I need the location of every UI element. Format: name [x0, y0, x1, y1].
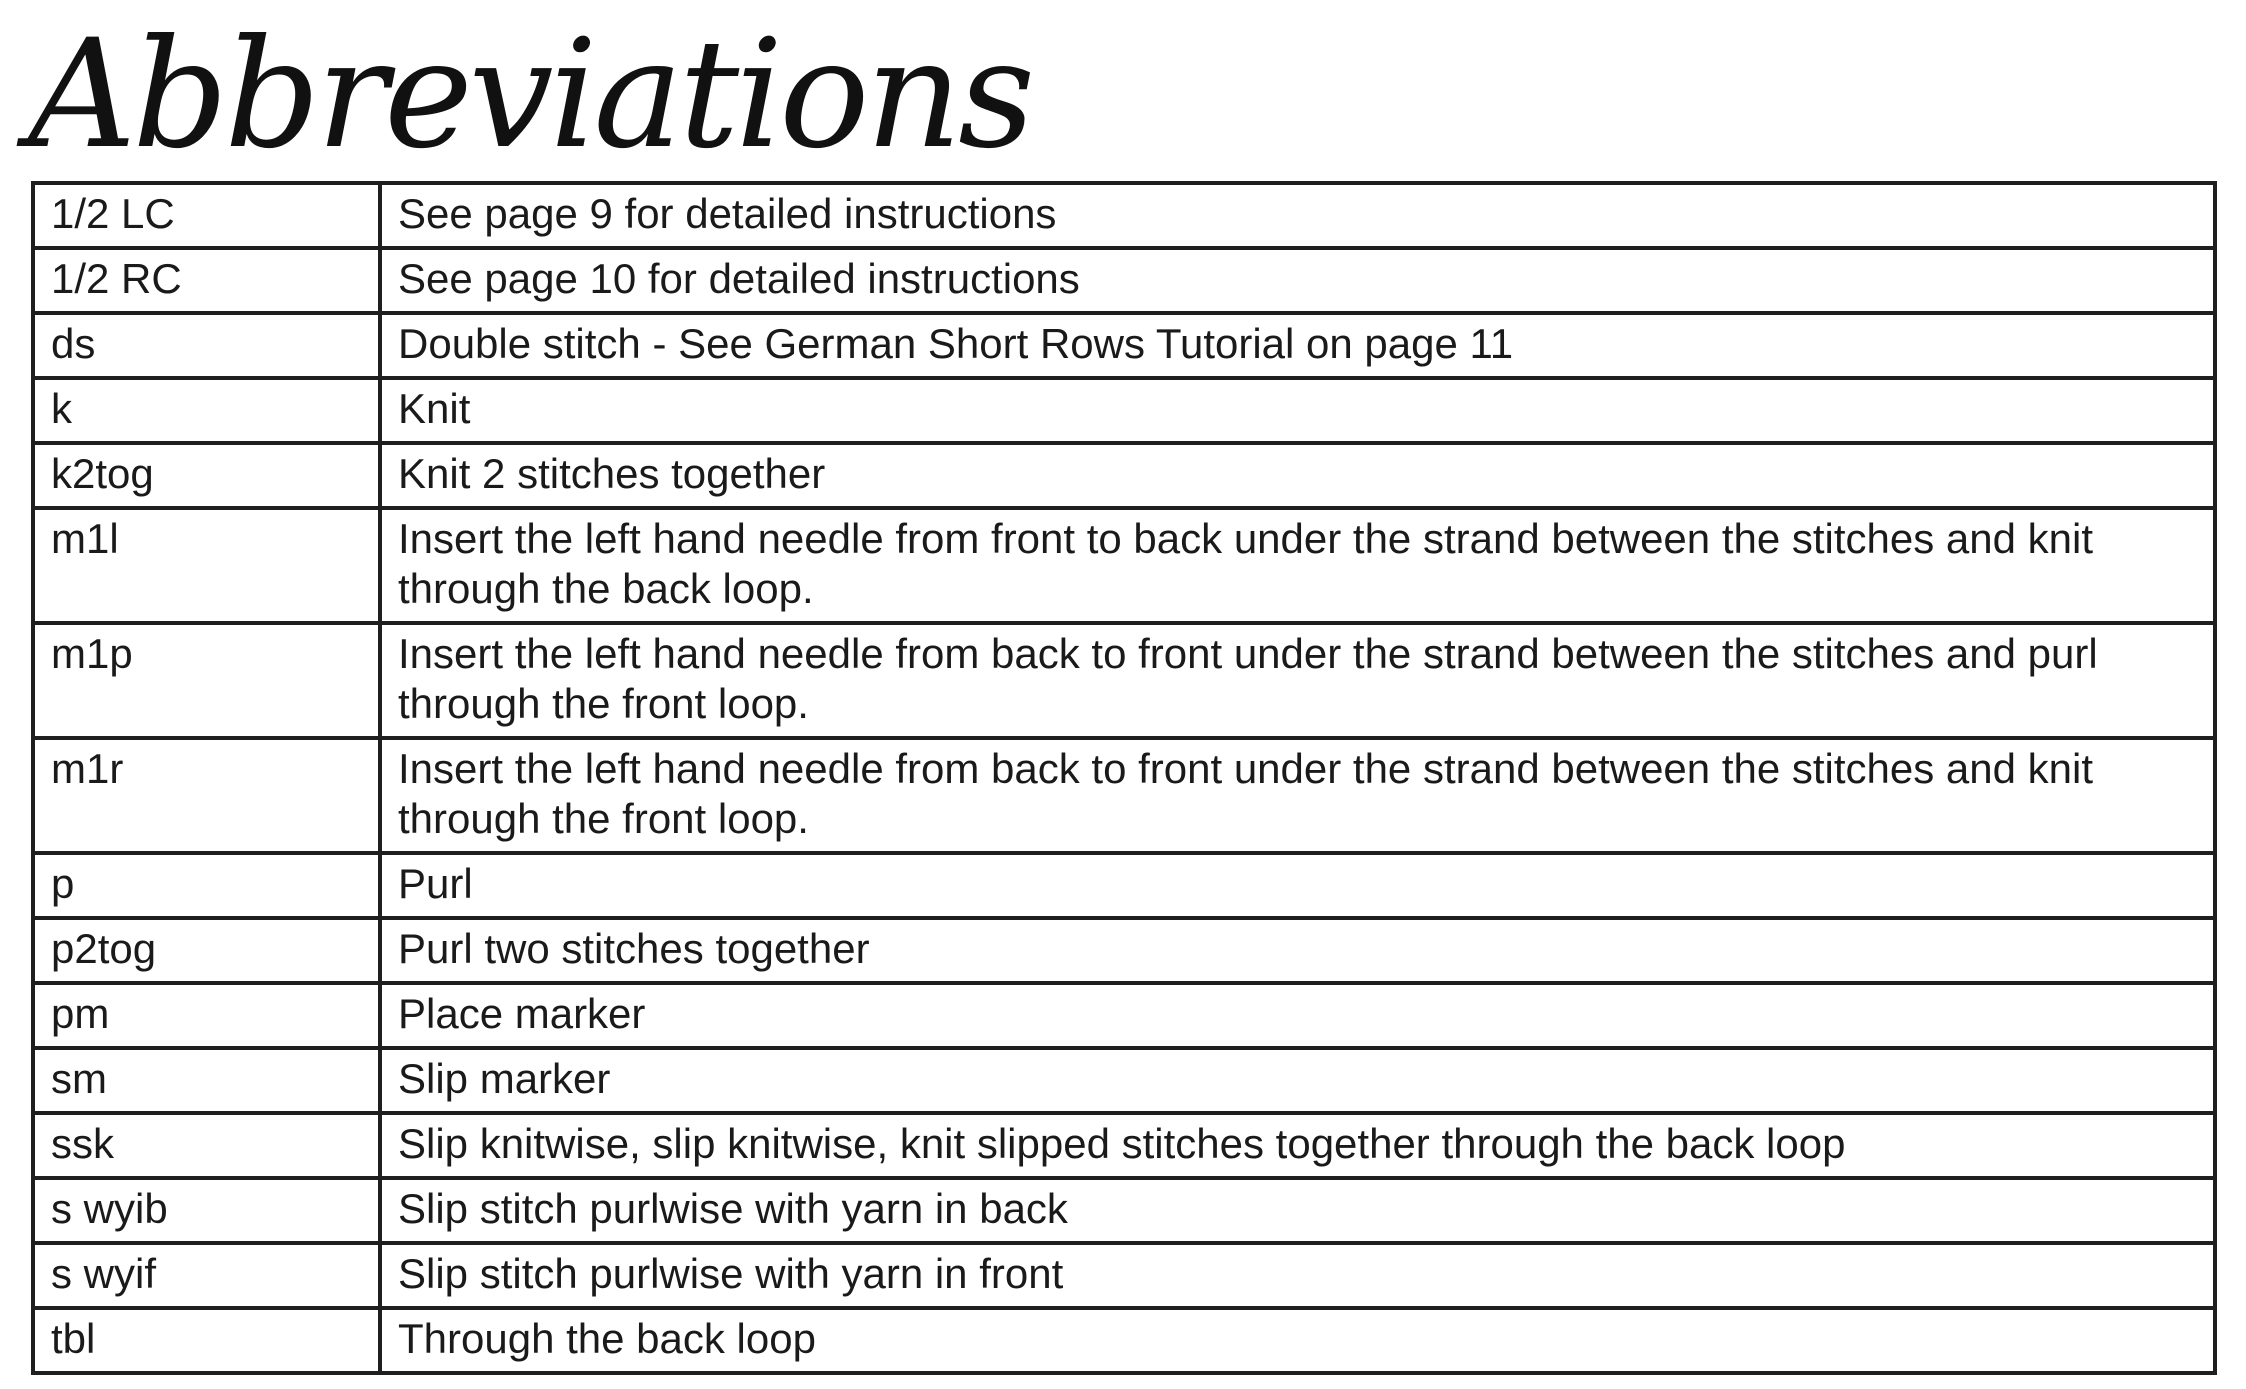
definition-cell: Double stitch - See German Short Rows Tutorial on page 11 — [380, 313, 2215, 378]
table-row — [33, 248, 2215, 313]
abbreviation-cell: ssk — [33, 1113, 380, 1178]
definition-cell: Slip marker — [380, 1048, 2215, 1113]
definition-cell: See page 9 for detailed instructions — [380, 183, 2215, 248]
table-row — [33, 1243, 2215, 1308]
definition-cell: Slip stitch purlwise with yarn in front — [380, 1243, 2215, 1308]
page-title: Abbreviations — [28, 8, 1032, 182]
abbreviation-cell: sm — [33, 1048, 380, 1113]
table-row — [33, 853, 2215, 918]
definition-cell: Purl — [380, 853, 2215, 918]
table-row — [33, 1113, 2215, 1178]
abbreviation-cell: p — [33, 853, 380, 918]
abbreviation-cell: m1l — [33, 508, 380, 623]
table-row — [33, 1178, 2215, 1243]
table-row — [33, 623, 2215, 738]
table-row — [33, 983, 2215, 1048]
table-row — [33, 1308, 2215, 1373]
definition-cell: Knit 2 stitches together — [380, 443, 2215, 508]
definition-cell: Slip knitwise, slip knitwise, knit slipped stitches together through the back loop — [380, 1113, 2215, 1178]
abbreviation-cell: pm — [33, 983, 380, 1048]
table-row — [33, 443, 2215, 508]
abbreviations-table — [31, 181, 2217, 1375]
definition-cell: Slip stitch purlwise with yarn in back — [380, 1178, 2215, 1243]
definition-cell: Through the back loop — [380, 1308, 2215, 1373]
abbreviation-cell: m1r — [33, 738, 380, 853]
table-row — [33, 738, 2215, 853]
table-row — [33, 378, 2215, 443]
abbreviation-cell: p2tog — [33, 918, 380, 983]
definition-cell: See page 10 for detailed instructions — [380, 248, 2215, 313]
abbreviation-cell: ds — [33, 313, 380, 378]
table-row — [33, 313, 2215, 378]
abbreviation-cell: tbl — [33, 1308, 380, 1373]
abbreviation-cell: 1/2 RC — [33, 248, 380, 313]
table-row — [33, 183, 2215, 248]
definition-cell: Insert the left hand needle from back to front under the strand between the stitches and purl through the front loop. — [380, 623, 2215, 738]
table-row — [33, 918, 2215, 983]
definition-cell: Insert the left hand needle from back to front under the strand between the stitches and knit through the front loop. — [380, 738, 2215, 853]
abbreviation-cell: k — [33, 378, 380, 443]
abbreviation-cell: s wyib — [33, 1178, 380, 1243]
abbreviation-cell: m1p — [33, 623, 380, 738]
definition-cell: Insert the left hand needle from front to back under the strand between the stitches and knit through the back loop. — [380, 508, 2215, 623]
abbreviation-cell: s wyif — [33, 1243, 380, 1308]
definition-cell: Knit — [380, 378, 2215, 443]
definition-cell: Purl two stitches together — [380, 918, 2215, 983]
definition-cell: Place marker — [380, 983, 2215, 1048]
abbreviation-cell: 1/2 LC — [33, 183, 380, 248]
table-row — [33, 1048, 2215, 1113]
table-row — [33, 508, 2215, 623]
abbreviation-cell: k2tog — [33, 443, 380, 508]
